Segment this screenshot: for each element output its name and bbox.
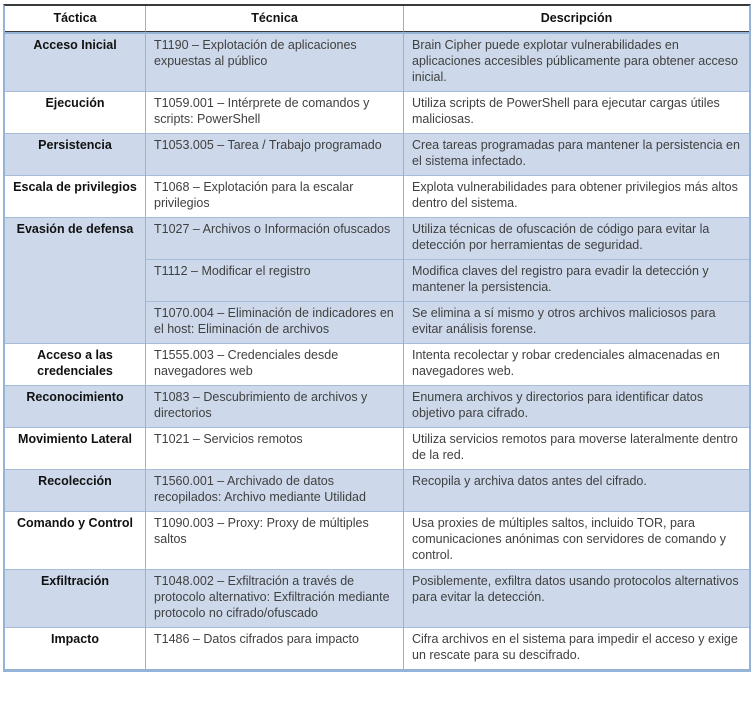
table-row: [5, 32, 749, 92]
description-cell: Utiliza técnicas de ofuscación de código para evitar la detección por herramientas de seguridad.: [404, 218, 749, 260]
description-cell: Se elimina a sí mismo y otros archivos maliciosos para evitar análisis forense.: [404, 302, 749, 344]
description-cell: Brain Cipher puede explotar vulnerabilidades en aplicaciones accesibles públicamente para obtener acceso inicial.: [404, 32, 749, 92]
tactic-cell: Acceso a las credenciales: [5, 344, 146, 386]
technique-cell: T1083 – Descubrimiento de archivos y directorios: [146, 386, 404, 428]
technique-cell: T1053.005 – Tarea / Trabajo programado: [146, 134, 404, 176]
tactic-cell: Comando y Control: [5, 512, 146, 570]
table-row: [5, 176, 749, 218]
technique-cell: T1486 – Datos cifrados para impacto: [146, 628, 404, 669]
tactic-cell: Movimiento Lateral: [5, 428, 146, 470]
column-header-descripcion: Descripción: [404, 6, 749, 32]
table-row: [5, 218, 749, 260]
technique-cell: T1070.004 – Eliminación de indicadores en el host: Eliminación de archivos: [146, 302, 404, 344]
description-cell: Recopila y archiva datos antes del cifrado.: [404, 470, 749, 512]
tactic-cell: Recolección: [5, 470, 146, 512]
technique-cell: T1190 – Explotación de aplicaciones expuestas al público: [146, 32, 404, 92]
column-header-tecnica: Técnica: [146, 6, 404, 32]
technique-cell: T1021 – Servicios remotos: [146, 428, 404, 470]
description-cell: Intenta recolectar y robar credenciales almacenadas en navegadores web.: [404, 344, 749, 386]
technique-cell: T1560.001 – Archivado de datos recopilados: Archivo mediante Utilidad: [146, 470, 404, 512]
description-cell: Explota vulnerabilidades para obtener privilegios más altos dentro del sistema.: [404, 176, 749, 218]
technique-cell: T1027 – Archivos o Información ofuscados: [146, 218, 404, 260]
description-cell: Cifra archivos en el sistema para impedir el acceso y exige un rescate para su descifrado.: [412, 632, 738, 662]
tactic-cell: Impacto: [5, 628, 146, 669]
table-row: [5, 386, 749, 428]
table-row: [5, 92, 749, 134]
table-body: [5, 32, 749, 669]
table-row: [5, 628, 749, 669]
description-cell: Crea tareas programadas para mantener la persistencia en el sistema infectado.: [404, 134, 749, 176]
tactic-cell: Exfiltración: [5, 570, 146, 628]
technique-cell: T1090.003 – Proxy: Proxy de múltiples saltos: [146, 512, 404, 570]
technique-cell: T1048.002 – Exfiltración a través de protocolo alternativo: Exfiltración mediante protocolo no cifrado/ofuscado: [146, 570, 404, 628]
description-cell: Posiblemente, exfiltra datos usando protocolos alternativos para evitar la detección.: [404, 570, 749, 628]
table-row: [5, 512, 749, 570]
tactic-cell: Ejecución: [5, 92, 146, 134]
table-row: [5, 570, 749, 628]
description-cell: Usa proxies de múltiples saltos, incluido TOR, para comunicaciones anónimas con servidores de comando y control.: [404, 512, 749, 570]
technique-cell: T1112 – Modificar el registro: [146, 260, 404, 302]
technique-cell: T1059.001 – Intérprete de comandos y scripts: PowerShell: [146, 92, 404, 134]
table-row: [5, 344, 749, 386]
description-cell: Enumera archivos y directorios para identificar datos objetivo para cifrado.: [404, 386, 749, 428]
tactic-cell: Acceso Inicial: [5, 32, 146, 92]
ttp-table: [3, 4, 751, 672]
column-header-tactica: Táctica: [5, 6, 146, 32]
description-cell: Utiliza scripts de PowerShell para ejecutar cargas útiles maliciosas.: [404, 92, 749, 134]
tactic-cell: Persistencia: [5, 134, 146, 176]
header-row: [5, 6, 749, 32]
description-cell: Utiliza servicios remotos para moverse lateralmente dentro de la red.: [404, 428, 749, 470]
description-cell: Modifica claves del registro para evadir la detección y mantener la persistencia.: [404, 260, 749, 302]
technique-cell: T1068 – Explotación para la escalar privilegios: [146, 176, 404, 218]
table-row: [5, 470, 749, 512]
tactic-cell: Reconocimiento: [5, 386, 146, 428]
tactic-cell: Escala de privilegios: [5, 176, 146, 218]
technique-cell: T1555.003 – Credenciales desde navegadores web: [146, 344, 404, 386]
table-header: [5, 6, 749, 32]
table-row: [5, 428, 749, 470]
table-row: [5, 134, 749, 176]
tactic-cell: Evasión de defensa: [5, 218, 146, 344]
